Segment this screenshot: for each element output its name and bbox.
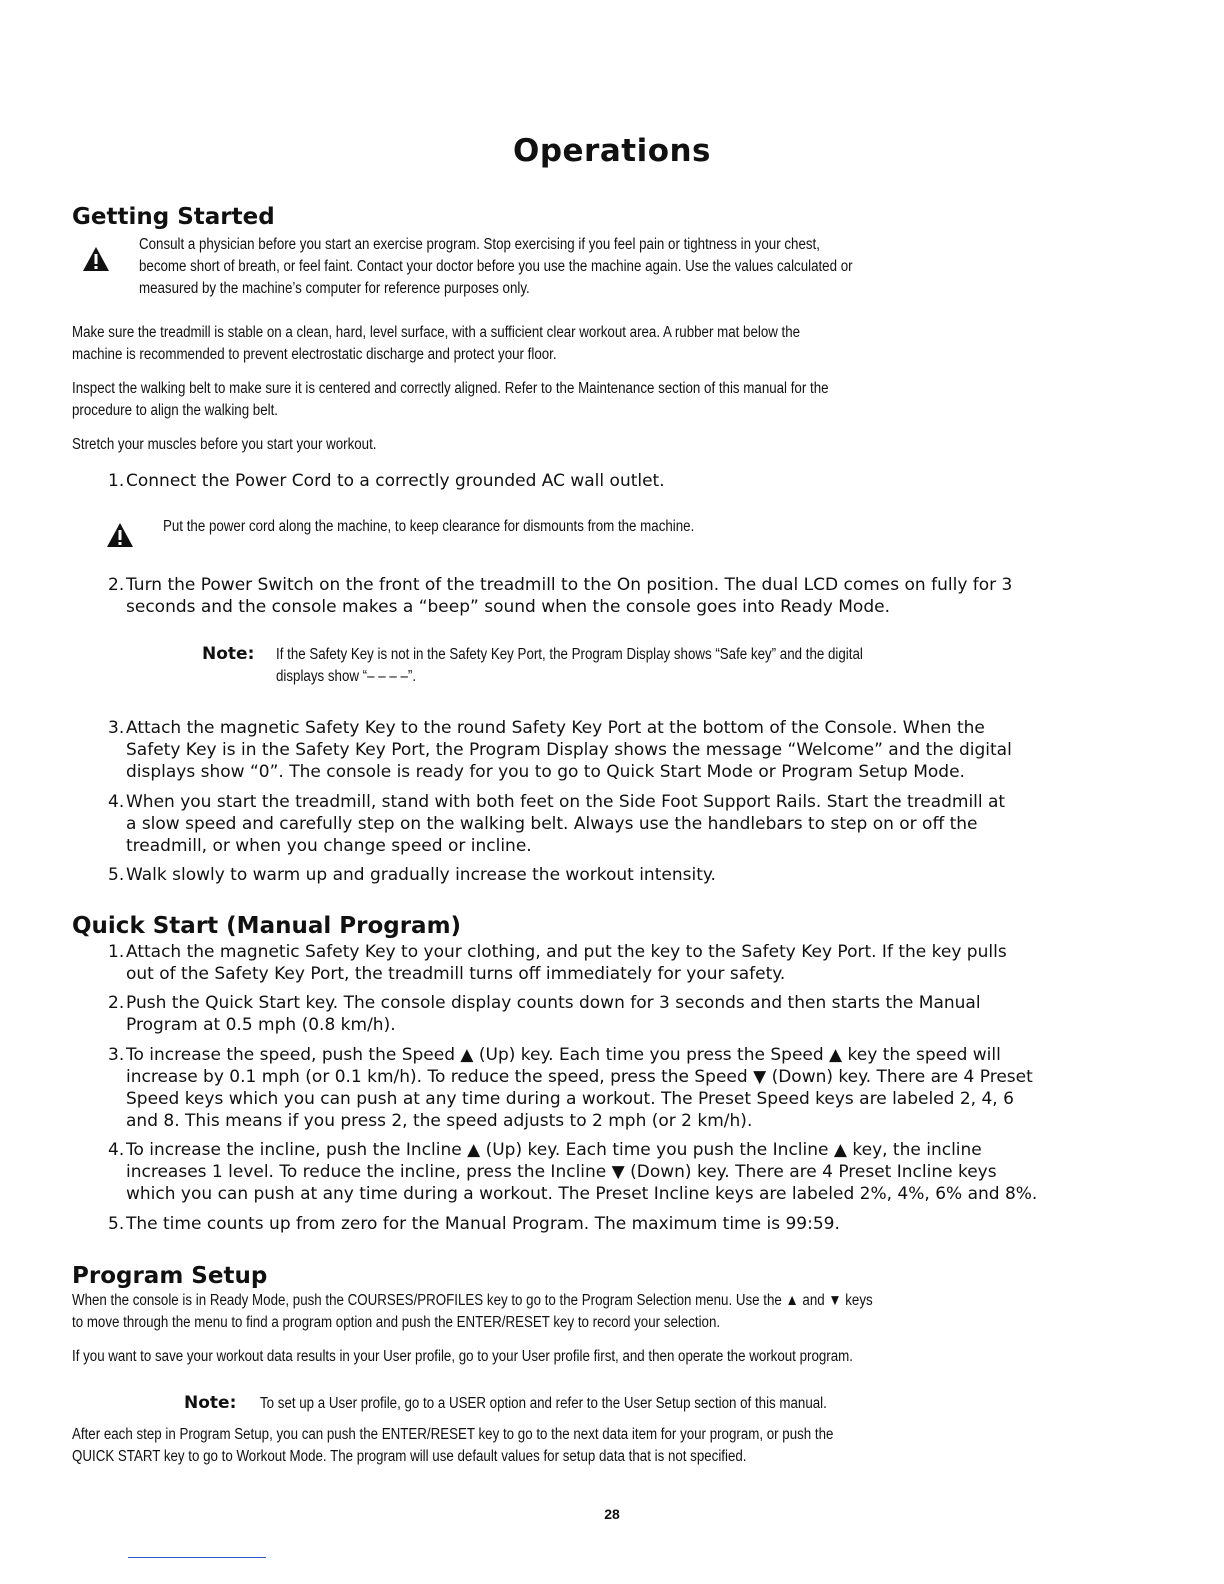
getting-started-heading: Getting Started [72, 204, 275, 230]
text-line: out of the Safety Key Port, the treadmill turns off immediately for your safety. [126, 964, 786, 984]
text-line: machine is recommended to prevent electrostatic discharge and protect your floor. [72, 346, 557, 363]
list-number: 2. [108, 993, 125, 1013]
safety-warning-text [139, 234, 853, 300]
text-line: Attach the magnetic Safety Key to the round Safety Key Port at the bottom of the Console. When the [126, 718, 985, 738]
text-line: The time counts up from zero for the Manual Program. The maximum time is 99:59. [126, 1214, 840, 1234]
belt-paragraph [72, 378, 829, 422]
text-line: displays show “– – – –”. [276, 668, 417, 685]
text-line: Turn the Power Switch on the front of the treadmill to the On position. The dual LCD comes on fully for 3 [126, 575, 1013, 595]
text-line: When the console is in Ready Mode, push the COURSES/PROFILES key to go to the Program Selection menu. Use the ▲ and ▼ keys [72, 1292, 873, 1309]
text-line: Walk slowly to warm up and gradually increase the workout intensity. [126, 865, 716, 885]
warning-triangle-icon [106, 522, 134, 548]
stretch-paragraph: Stretch your muscles before you start your workout. [72, 436, 377, 453]
warning-triangle-icon [82, 246, 110, 272]
list-number: 3. [108, 1045, 125, 1065]
list-number: 1. [108, 471, 125, 491]
text-line: To increase the speed, push the Speed ▲ (Up) key. Each time you press the Speed ▲ key the speed will [126, 1045, 1001, 1065]
text-line: Make sure the treadmill is stable on a clean, hard, level surface, with a sufficient clear workout area. A rubber mat below the [72, 324, 801, 341]
text-line: When you start the treadmill, stand with both feet on the Side Foot Support Rails. Start the treadmill at [126, 792, 1006, 812]
text-line: Inspect the walking belt to make sure it is centered and correctly aligned. Refer to the Maintenance section of this manual for the [72, 380, 829, 397]
text-line: If the Safety Key is not in the Safety Key Port, the Program Display shows “Safe key” and the digital [276, 646, 863, 663]
text-line: displays show “0”. The console is ready for you to go to Quick Start Mode or Program Setup Mode. [126, 762, 965, 782]
list-number: 5. [108, 1214, 125, 1234]
user-profile-paragraph: If you want to save your workout data results in your User profile, go to your User profile first, and then operate the workout program. [72, 1348, 853, 1365]
note-text [276, 644, 863, 688]
text-line: To increase the incline, push the Incline ▲ (Up) key. Each time you push the Incline ▲ key, the incline [126, 1140, 982, 1160]
list-number: 4. [108, 1140, 125, 1160]
text-line: QUICK START key to go to Workout Mode. The program will use default values for setup data that is not specified. [72, 1448, 747, 1465]
page-title: Operations [512, 133, 712, 169]
page-number: 28 [604, 1506, 620, 1522]
text-line: Consult a physician before you start an exercise program. Stop exercising if you feel pain or tightness in your chest, [139, 236, 820, 253]
note-label: Note: [202, 644, 255, 664]
list-number: 1. [108, 942, 125, 962]
text-line: Safety Key is in the Safety Key Port, the Program Display shows the message “Welcome” and the digital [126, 740, 1012, 760]
text-line: measured by the machine’s computer for reference purposes only. [139, 280, 530, 297]
text-line: procedure to align the walking belt. [72, 402, 279, 419]
text-line: Program at 0.5 mph (0.8 km/h). [126, 1015, 396, 1035]
text-line: Speed keys which you can push at any time during a workout. The Preset Speed keys are labeled 2, 4, 6 [126, 1089, 1014, 1109]
text-line: to move through the menu to find a program option and push the ENTER/RESET key to record your selection. [72, 1314, 721, 1331]
text-line: Connect the Power Cord to a correctly grounded AC wall outlet. [126, 471, 665, 491]
footer-rule [128, 1557, 266, 1558]
surface-paragraph [72, 322, 800, 366]
text-line: After each step in Program Setup, you can push the ENTER/RESET key to go to the next data item for your program, or push the [72, 1426, 834, 1443]
text-line: seconds and the console makes a “beep” sound when the console goes into Ready Mode. [126, 597, 890, 617]
power-cord-warning: Put the power cord along the machine, to keep clearance for dismounts from the machine. [163, 518, 695, 535]
enter-reset-paragraph [72, 1424, 833, 1468]
text-line: increase by 0.1 mph (or 0.1 km/h). To reduce the speed, press the Speed ▼ (Down) key. There are 4 Preset [126, 1067, 1033, 1087]
text-line: Attach the magnetic Safety Key to your clothing, and put the key to the Safety Key Port. If the key pulls [126, 942, 1007, 962]
text-line: a slow speed and carefully step on the walking belt. Always use the handlebars to step on or off the [126, 814, 978, 834]
note-text: To set up a User profile, go to a USER option and refer to the User Setup section of this manual. [260, 1395, 827, 1412]
text-line: and 8. This means if you press 2, the speed adjusts to 2 mph (or 2 km/h). [126, 1111, 753, 1131]
text-line: become short of breath, or feel faint. Contact your doctor before you use the machine again. Use the values calculated or [139, 258, 853, 275]
text-line: treadmill, or when you change speed or incline. [126, 836, 532, 856]
list-number: 4. [108, 792, 125, 812]
program-setup-heading: Program Setup [72, 1263, 268, 1289]
note-label: Note: [184, 1393, 237, 1413]
list-number: 2. [108, 575, 125, 595]
list-number: 3. [108, 718, 125, 738]
text-line: which you can push at any time during a workout. The Preset Incline keys are labeled 2%, 4%, 6% and 8%. [126, 1184, 1038, 1204]
list-number: 5. [108, 865, 125, 885]
program-setup-paragraph [72, 1290, 873, 1334]
text-line: Push the Quick Start key. The console display counts down for 3 seconds and then starts the Manual [126, 993, 981, 1013]
text-line: increases 1 level. To reduce the incline, press the Incline ▼ (Down) key. There are 4 Preset Incline keys [126, 1162, 997, 1182]
quick-start-heading: Quick Start (Manual Program) [72, 913, 462, 939]
